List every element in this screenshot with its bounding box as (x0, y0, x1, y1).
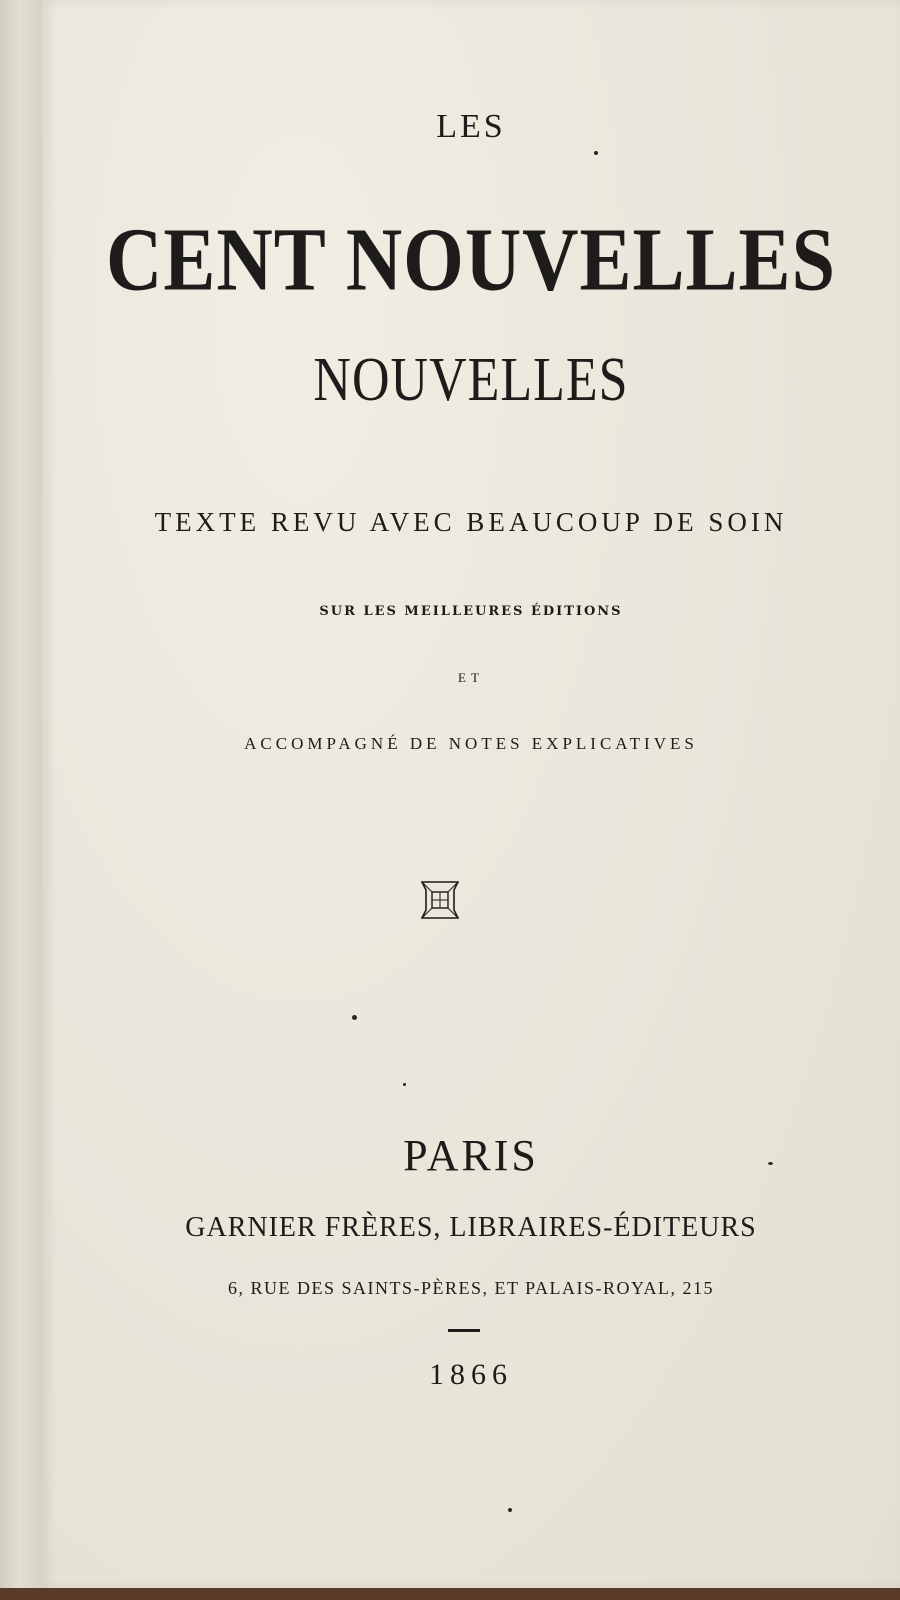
title-cent-nouvelles: CENT NOUVELLES (106, 209, 836, 310)
title-les: LES (436, 108, 506, 145)
page-edge (0, 0, 43, 1600)
imprint-rule (448, 1329, 480, 1332)
subtitle-et: ET (458, 670, 484, 685)
paper-speck (768, 1162, 773, 1165)
title-page (42, 0, 900, 1588)
paper-speck (594, 151, 598, 155)
imprint-year: 1866 (429, 1358, 513, 1391)
binding-edge (0, 1588, 900, 1600)
paper-speck (508, 1508, 512, 1512)
subtitle-accompagne: ACCOMPAGNÉ DE NOTES EXPLICATIVES (244, 734, 698, 753)
imprint-city: PARIS (403, 1131, 539, 1180)
paper-speck (403, 1083, 406, 1086)
printer-mark-icon (418, 878, 462, 922)
subtitle-texte-revu: TEXTE REVU AVEC BEAUCOUP DE SOIN (154, 507, 788, 537)
imprint-publisher: GARNIER FRÈRES, LIBRAIRES-ÉDITEURS (185, 1212, 757, 1243)
paper-speck (352, 1015, 357, 1020)
subtitle-sur-les-editions: SUR LES MEILLEURES ÉDITIONS (319, 604, 623, 619)
title-nouvelles: NOUVELLES (313, 346, 629, 415)
imprint-address: 6, RUE DES SAINTS-PÈRES, ET PALAIS-ROYAL, 215 (227, 1278, 715, 1298)
